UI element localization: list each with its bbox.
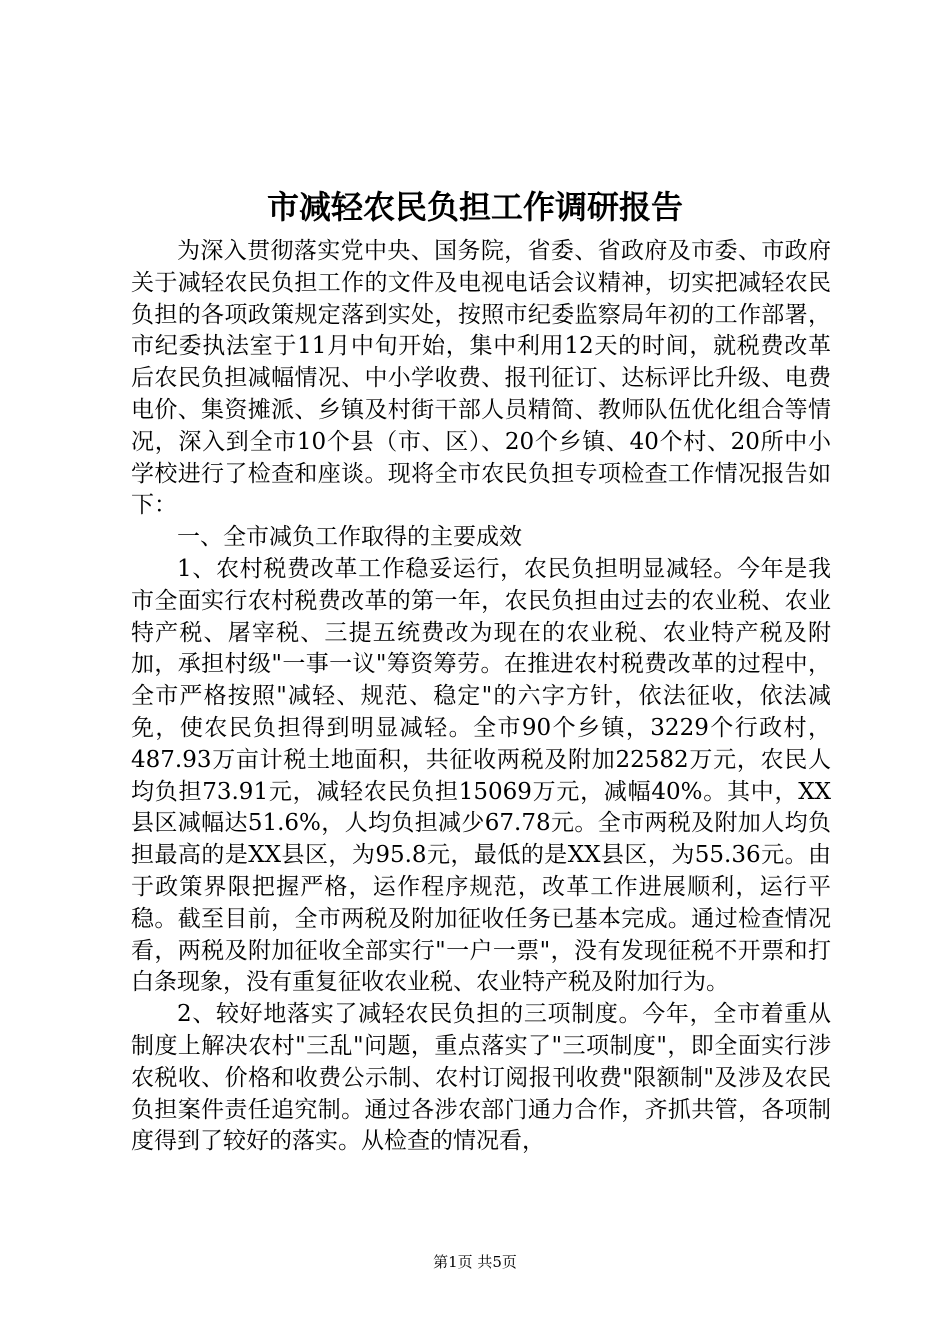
page-number-footer: 第1页 共5页 xyxy=(433,1253,517,1271)
paragraph-item-2: 2、较好地落实了减轻农民负担的三项制度。今年，全市着重从制度上解决农村"三乱"问题，重点落实了"三项制度"，即全面实行涉农税收、价格和收费公示制、农村订阅报刊收费"限额制"及涉及农民负担案件责任追究制。通过各涉农部门通力合作，齐抓共管，各项制度得到了较好的落实。从检查的情况看， xyxy=(131,1001,831,1155)
paragraph-intro: 为深入贯彻落实党中央、国务院，省委、省政府及市委、市政府关于减轻农民负担工作的文件及电视电话会议精神，切实把减轻农民负担的各项政策规定落到实处，按照市纪委监察局年初的工作部署，市纪委执法室于11月中旬开始，集中利用12天的时间，就税费改革后农民负担减幅情况、中小学收费、报刊征订、达标评比升级、电费电价、集资摊派、乡镇及村街干部人员精简、教师队伍优化组合等情况，深入到全市10个县（市、区）、20个乡镇、40个村、20所中小学校进行了检查和座谈。现将全市农民负担专项检查工作情况报告如下： xyxy=(131,238,831,519)
document-title: 市减轻农民负担工作调研报告 xyxy=(266,188,683,226)
section-heading: 一、全市减负工作取得的主要成效 xyxy=(177,524,522,551)
paragraph-item-1: 1、农村税费改革工作稳妥运行，农民负担明显减轻。今年是我市全面实行农村税费改革的第一年，农民负担由过去的农业税、农业特产税、屠宰税、三提五统费改为现在的农业税、农业特产税及附加，承担村级"一事一议"筹资筹劳。在推进农村税费改革的过程中，全市严格按照"减轻、规范、稳定"的六字方针，依法征收，依法减免，使农民负担得到明显减轻。全市90个乡镇，3229个行政村，487.93万亩计税土地面积，共征收两税及附加22582万元，农民人均负担73.91元，减轻农民负担15069万元，减幅40%。其中，XX县区减幅达51.6%，人均负担减少67.78元。全市两税及附加人均负担最高的是XX县区，为95.8元，最低的是XX县区，为55.36元。由于政策界限把握严格，运作程序规范，改革工作进展顺利，运行平稳。截至目前，全市两税及附加征收任务已基本完成。通过检查情况看，两税及附加征收全部实行"一户一票"，没有发现征税不开票和打白条现象，没有重复征收农业税、农业特产税及附加行为。 xyxy=(131,555,831,996)
document-body xyxy=(131,236,831,1158)
